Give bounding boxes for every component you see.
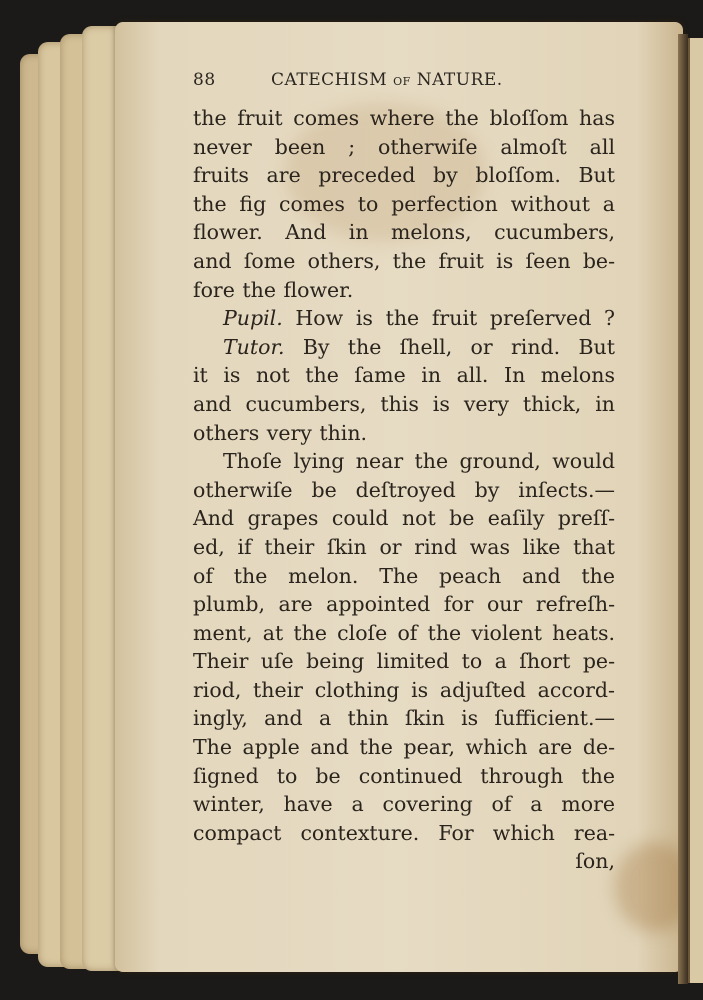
line-text: ed, if their ſkin or rind was like that [193, 534, 615, 559]
text-line [193, 276, 615, 305]
text-line [193, 447, 615, 476]
text-line [193, 390, 615, 419]
line-text: it is not the ſame in all. In melons [193, 363, 615, 388]
text-line [193, 533, 615, 562]
line-text: fore the flower. [193, 277, 354, 302]
text-line [193, 419, 615, 448]
text-line [193, 733, 615, 762]
line-text: flower. And in melons, cucumbers, [193, 220, 615, 245]
text-line [193, 333, 615, 362]
line-text: never been ; otherwiſe almoſt all [193, 134, 615, 159]
text-line [193, 790, 615, 819]
text-line [193, 161, 615, 190]
text-line [193, 819, 615, 848]
line-text: and cucumbers, this is very thick, in [193, 391, 615, 416]
line-text: winter, have a covering of a more [193, 792, 615, 817]
line-text: ſon, [575, 849, 615, 874]
text-line [193, 104, 615, 133]
text-line [193, 218, 615, 247]
text-line [193, 247, 615, 276]
line-text: And grapes could not be eaſily preſſ- [193, 506, 615, 531]
text-line [193, 133, 615, 162]
text-line [193, 190, 615, 219]
text-line [193, 361, 615, 390]
line-text: Thoſe lying near the ground, would [223, 449, 615, 474]
line-text: the fig comes to perfection without a [193, 191, 615, 216]
speaker-label: Pupil. [223, 306, 283, 331]
text-line [193, 476, 615, 505]
line-text: riod, their clothing is adjuſted accord- [193, 677, 615, 702]
line-text: compact contexture. For which rea- [193, 820, 615, 845]
line-text: and ſome others, the fruit is ſeen be- [193, 248, 615, 273]
line-text: the fruit comes where the bloſſom has [193, 106, 615, 130]
line-text: others very thin. [193, 420, 368, 445]
body-text [193, 104, 615, 876]
line-text: plumb, are appointed for our refreſh- [193, 592, 615, 617]
line-text: ingly, and a thin ſkin is ſufficient.— [193, 706, 615, 731]
line-text: Their uſe being limited to a ſhort pe- [193, 649, 615, 674]
text-line [193, 762, 615, 791]
line-text: fruits are preceded by bloſſom. But [193, 163, 615, 188]
text-line [193, 504, 615, 533]
book-gutter [678, 34, 688, 984]
title-part: NATURE. [416, 70, 503, 90]
line-text: ment, at the cloſe of the violent heats. [193, 620, 615, 645]
line-text: How is the fruit preſerved ? [295, 306, 615, 331]
text-line [193, 847, 615, 876]
speaker-label: Tutor. [223, 334, 285, 359]
text-line [193, 619, 615, 648]
line-text: By the ſhell, or rind. But [302, 334, 615, 359]
text-line [193, 647, 615, 676]
text-line [193, 676, 615, 705]
line-text: ſigned to be continued through the [193, 763, 615, 788]
running-title [271, 70, 503, 90]
line-text: The apple and the pear, which are de- [193, 735, 615, 760]
line-text: of the melon. The peach and the [193, 563, 615, 588]
line-text: otherwiſe be deſtroyed by inſects.— [193, 477, 615, 502]
next-page-edge [688, 38, 703, 983]
text-line [193, 590, 615, 619]
text-line [193, 562, 615, 591]
title-part: OF [393, 75, 411, 88]
page-number: 88 [193, 70, 216, 90]
text-line [193, 704, 615, 733]
title-part: CATECHISM [271, 70, 388, 90]
text-line [193, 304, 615, 333]
